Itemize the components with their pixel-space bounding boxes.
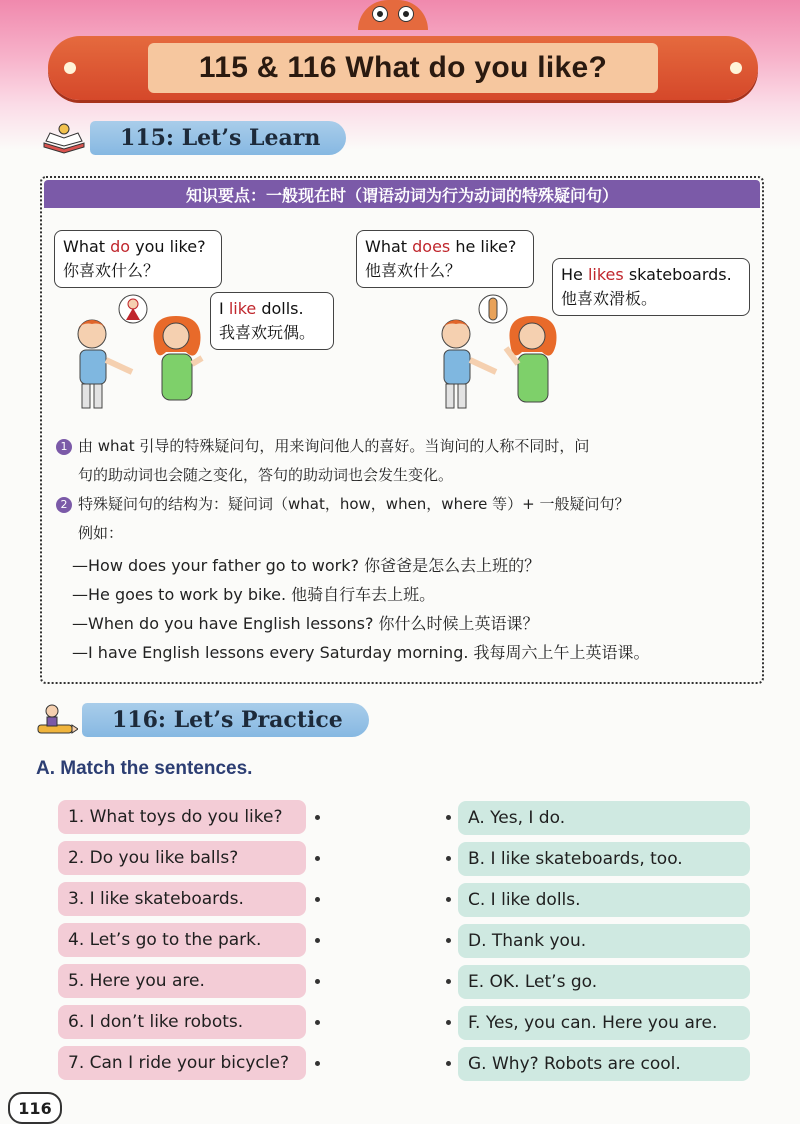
match-dot-left[interactable] xyxy=(315,897,320,902)
match-right-item[interactable]: G. Why? Robots are cool. xyxy=(458,1047,750,1081)
answer-1-cn: 我喜欢玩偶。 xyxy=(219,323,316,342)
match-right-item[interactable]: C. I like dolls. xyxy=(458,883,750,917)
learn-section-header xyxy=(42,118,346,158)
match-dot-left[interactable] xyxy=(315,938,320,943)
answer-2-cn: 他喜欢滑板。 xyxy=(561,289,658,308)
answer-2-en: He likes skateboards. xyxy=(561,265,732,284)
match-right-item[interactable]: D. Thank you. xyxy=(458,924,750,958)
question-1-en: What do you like? xyxy=(63,237,206,256)
match-dot-left[interactable] xyxy=(315,856,320,861)
example-line: —How does your father go to work? 你爸爸是怎么去上班的？ xyxy=(72,556,541,575)
speech-bubble-answer-2 xyxy=(552,258,750,316)
match-dot-right[interactable] xyxy=(446,856,451,861)
match-dot-right[interactable] xyxy=(446,815,451,820)
doll-icon xyxy=(118,292,148,330)
match-left-item[interactable]: 4. Let’s go to the park. xyxy=(58,923,306,957)
practice-section-header xyxy=(34,700,369,740)
match-dot-left[interactable] xyxy=(315,1020,320,1025)
banner-dot-icon xyxy=(730,62,742,74)
match-left-item[interactable]: 7. Can I ride your bicycle? xyxy=(58,1046,306,1080)
note-2-number: 2 xyxy=(56,497,72,513)
question-2-en: What does he like? xyxy=(365,237,517,256)
match-right-item[interactable]: E. OK. Let’s go. xyxy=(458,965,750,999)
page-number: 116 xyxy=(8,1092,62,1124)
match-dot-right[interactable] xyxy=(446,1061,451,1066)
practice-section-title: 116: Let’s Practice xyxy=(82,703,369,737)
match-left-item[interactable]: 6. I don’t like robots. xyxy=(58,1005,306,1039)
note-1-number: 1 xyxy=(56,439,72,455)
match-dot-left[interactable] xyxy=(315,979,320,984)
part-a-instruction: A. Match the sentences. xyxy=(36,758,253,779)
page-title: 115 & 116 What do you like? xyxy=(198,51,608,84)
match-dot-right[interactable] xyxy=(446,1020,451,1025)
match-left-item[interactable]: 5. Here you are. xyxy=(58,964,306,998)
match-dot-right[interactable] xyxy=(446,897,451,902)
speech-bubble-answer-1 xyxy=(210,292,334,350)
key-point-heading: 知识要点：一般现在时（谓语动词为行为动词的特殊疑问句） xyxy=(44,180,760,208)
girl-illustration-2 xyxy=(500,312,566,416)
banner-dot-icon xyxy=(64,62,76,74)
match-right-item[interactable]: F. Yes, you can. Here you are. xyxy=(458,1006,750,1040)
title-banner xyxy=(48,36,758,100)
example-line: —I have English lessons every Saturday morning. 我每周六上午上英语课。 xyxy=(72,643,650,662)
match-left-item[interactable]: 1. What toys do you like? xyxy=(58,800,306,834)
answer-1-en: I like dolls. xyxy=(219,299,304,318)
match-right-item[interactable]: A. Yes, I do. xyxy=(458,801,750,835)
match-left-item[interactable]: 2. Do you like balls? xyxy=(58,841,306,875)
book-icon xyxy=(42,121,86,155)
girl-illustration xyxy=(146,312,210,414)
match-dot-left[interactable] xyxy=(315,1061,320,1066)
speech-bubble-question-1 xyxy=(54,230,222,288)
match-dot-right[interactable] xyxy=(446,938,451,943)
kid-on-pencil-icon xyxy=(34,703,78,737)
note-2: 2 特殊疑问句的结构为：疑问词（what，how，when，where 等）+ 一般疑问句？ 例如： xyxy=(56,490,630,548)
match-dot-right[interactable] xyxy=(446,979,451,984)
match-right-item[interactable]: B. I like skateboards, too. xyxy=(458,842,750,876)
match-left-item[interactable]: 3. I like skateboards. xyxy=(58,882,306,916)
question-2-cn: 他喜欢什么？ xyxy=(365,261,462,280)
learn-section-title: 115: Let’s Learn xyxy=(90,121,346,155)
question-1-cn: 你喜欢什么？ xyxy=(63,261,160,280)
note-1: 1 由 what 引导的特殊疑问句，用来询问他人的喜好。当询问的人称不同时，问 句的助动词也会随之变化，答句的助动词也会发生变化。 xyxy=(56,432,589,490)
example-line: —He goes to work by bike. 他骑自行车去上班。 xyxy=(72,585,436,604)
speech-bubble-question-2 xyxy=(356,230,534,288)
example-line: —When do you have English lessons? 你什么时候上英语课？ xyxy=(72,614,539,633)
match-dot-left[interactable] xyxy=(315,815,320,820)
